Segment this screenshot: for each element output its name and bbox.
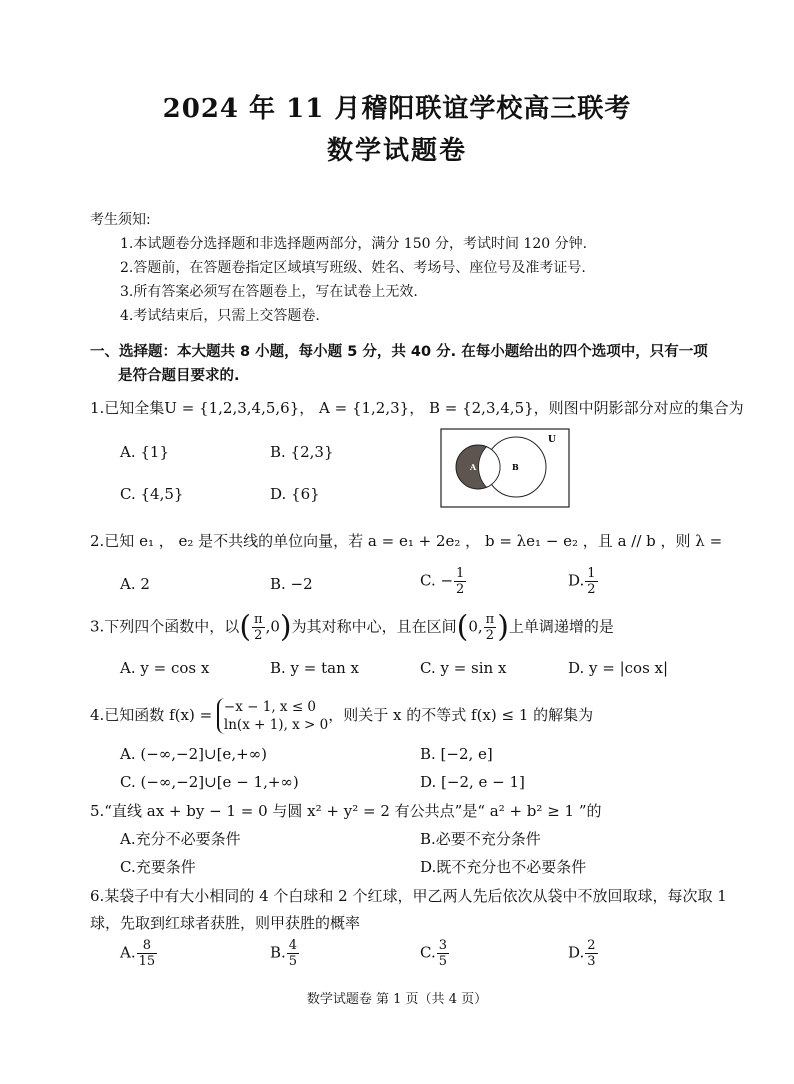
frac-numerator: 4 [288, 938, 298, 953]
q4-case-2: ln(x + 1), x > 0 [223, 717, 329, 733]
q6-option-c [420, 938, 450, 969]
q3-stem-part-c: 上单调递增的是 [508, 617, 614, 636]
option-label: B. [270, 943, 286, 962]
frac-numerator: π [485, 612, 495, 627]
venn-label-u: U [548, 435, 556, 445]
q1-option-a: A. {1} [120, 443, 169, 461]
option-frac [585, 938, 597, 969]
frac-denominator: 5 [288, 954, 298, 969]
option-frac [137, 938, 158, 969]
exam-subtitle: 数学试题卷 [326, 136, 467, 166]
page-footer: 数学试题卷 第 1 页（共 4 页） [306, 992, 488, 1007]
q2-option-d-label: D. [568, 571, 585, 590]
q4-option-d: D. [−2, e − 1] [420, 773, 525, 791]
q3-stem-part-b: 为其对称中心，且在区间 [291, 617, 457, 636]
q3-interval-frac [484, 612, 497, 643]
q5-option-d: D.既不充分也不必要条件 [420, 858, 587, 876]
q4-option-a: A. (−∞,−2]∪[e,+∞) [120, 745, 267, 763]
q5-option-a: A.充分不必要条件 [120, 830, 241, 848]
question-3-stem: 3.下列四个函数中，以( $\frac{\pi}{2}$ ,0)为其对称中心，且在区间(0, $\frac{\pi}{2}$ )上单调递增的是 [90, 609, 614, 645]
question-6-stem-line1: 6.某袋子中有大小相同的 4 个白球和 2 个红球，甲乙两人先后依次从袋中不放回取球，每次取 1 [90, 887, 727, 905]
q5-option-b: B.必要不充分条件 [420, 830, 541, 848]
venn-label-b: B [512, 462, 519, 472]
q4-stem-part-b: ，则关于 x 的不等式 f(x) ≤ 1 的解集为 [328, 706, 594, 724]
option-frac [287, 938, 299, 969]
frac-numerator: 2 [587, 938, 596, 953]
q4-piecewise [217, 698, 328, 734]
q3-interval-head: 0, [468, 617, 483, 636]
q2-option-b: B. −2 [270, 575, 313, 593]
q3-stem-part-a: 3.下列四个函数中，以 [90, 617, 240, 636]
q2-option-a: A. 2 [120, 575, 150, 593]
notice-item-3: 3.所有答案必须写在答题卷上，写在试卷上无效. [120, 284, 418, 300]
frac-denominator: 5 [438, 954, 447, 969]
frac-numerator: 1 [587, 566, 596, 581]
option-label: D. [568, 943, 585, 962]
q3-center-frac [252, 612, 265, 643]
question-2-stem: 2.已知 e₁ ， e₂ 是不共线的单位向量，若 a = e₁ + 2e₂ ， b = λe₁ − e₂ ，且 a // b ，则 λ = [90, 532, 723, 550]
notice-heading: 考生须知: [90, 212, 151, 228]
section-heading-line1: 一、选择题：本大题共 8 小题，每小题 5 分，共 40 分. 在每小题给出的四个选项中，只有一项 [90, 344, 708, 360]
q6-option-d [568, 938, 599, 969]
q2-option-c [420, 566, 467, 597]
exam-title: 2024 年 11 月稽阳联谊学校高三联考 [162, 94, 632, 124]
frac-numerator: 3 [438, 938, 447, 953]
q3-option-c: C. y = sin x [420, 659, 507, 677]
question-1-stem: 1.已知全集U = {1,2,3,4,5,6}， A = {1,2,3}， B = {2,3,4,5}，则图中阴影部分对应的集合为 [90, 399, 744, 417]
option-frac [437, 938, 449, 969]
frac-denominator: 2 [587, 582, 596, 597]
q5-option-c: C.充要条件 [120, 858, 196, 876]
q4-case-1: −x − 1, x ≤ 0 [223, 699, 317, 715]
q2-option-d [568, 566, 599, 597]
venn-diagram [440, 428, 570, 508]
question-4-stem [90, 698, 593, 734]
frac-numerator: 1 [456, 566, 465, 581]
question-5-stem: 5.“直线 ax + by − 1 = 0 与圆 x² + y² = 2 有公共点”是“ a² + b² ≥ 1 ”的 [90, 802, 602, 820]
q1-option-b: B. {2,3} [270, 443, 334, 461]
notice-item-1: 1.本试题卷分选择题和非选择题两部分，满分 150 分，考试时间 120 分钟. [120, 236, 588, 252]
q4-stem-part-a: 4.已知函数 f(x) = [90, 706, 213, 724]
q1-option-c: C. {4,5} [120, 485, 184, 503]
q3-option-d: D. y = |cos x| [568, 659, 669, 677]
q3-center-tail: ,0 [265, 617, 280, 636]
q3-option-a: A. y = cos x [120, 659, 210, 677]
section-heading-line2: 是符合题目要求的. [118, 368, 240, 384]
frac-numerator: 8 [137, 938, 158, 954]
q2-option-c-label: C. − [420, 571, 454, 590]
q6-option-b [270, 938, 300, 969]
option-label: A. [120, 943, 136, 962]
q3-option-b: B. y = tan x [270, 659, 359, 677]
notice-item-2: 2.答题前，在答题卷指定区域填写班级、姓名、考场号、座位号及准考证号. [120, 260, 586, 276]
q2-option-d-frac [585, 566, 597, 597]
frac-denominator: 3 [587, 954, 596, 969]
frac-numerator: π [254, 612, 263, 627]
q4-option-c: C. (−∞,−2]∪[e − 1,+∞) [120, 773, 299, 791]
q6-option-a [120, 938, 158, 969]
frac-denominator: 2 [254, 628, 263, 643]
question-6-stem-line2: 球，先取到红球者获胜，则甲获胜的概率 [90, 914, 361, 932]
frac-denominator: 2 [456, 582, 465, 597]
frac-denominator: 15 [138, 954, 156, 969]
frac-denominator: 2 [485, 628, 495, 643]
q4-option-b: B. [−2, e] [420, 745, 493, 763]
notice-item-4: 4.考试结束后，只需上交答题卷. [120, 308, 320, 324]
venn-label-a: A [470, 462, 477, 472]
q1-option-d: D. {6} [270, 485, 320, 503]
q2-option-c-frac [454, 566, 466, 597]
option-label: C. [420, 943, 436, 962]
